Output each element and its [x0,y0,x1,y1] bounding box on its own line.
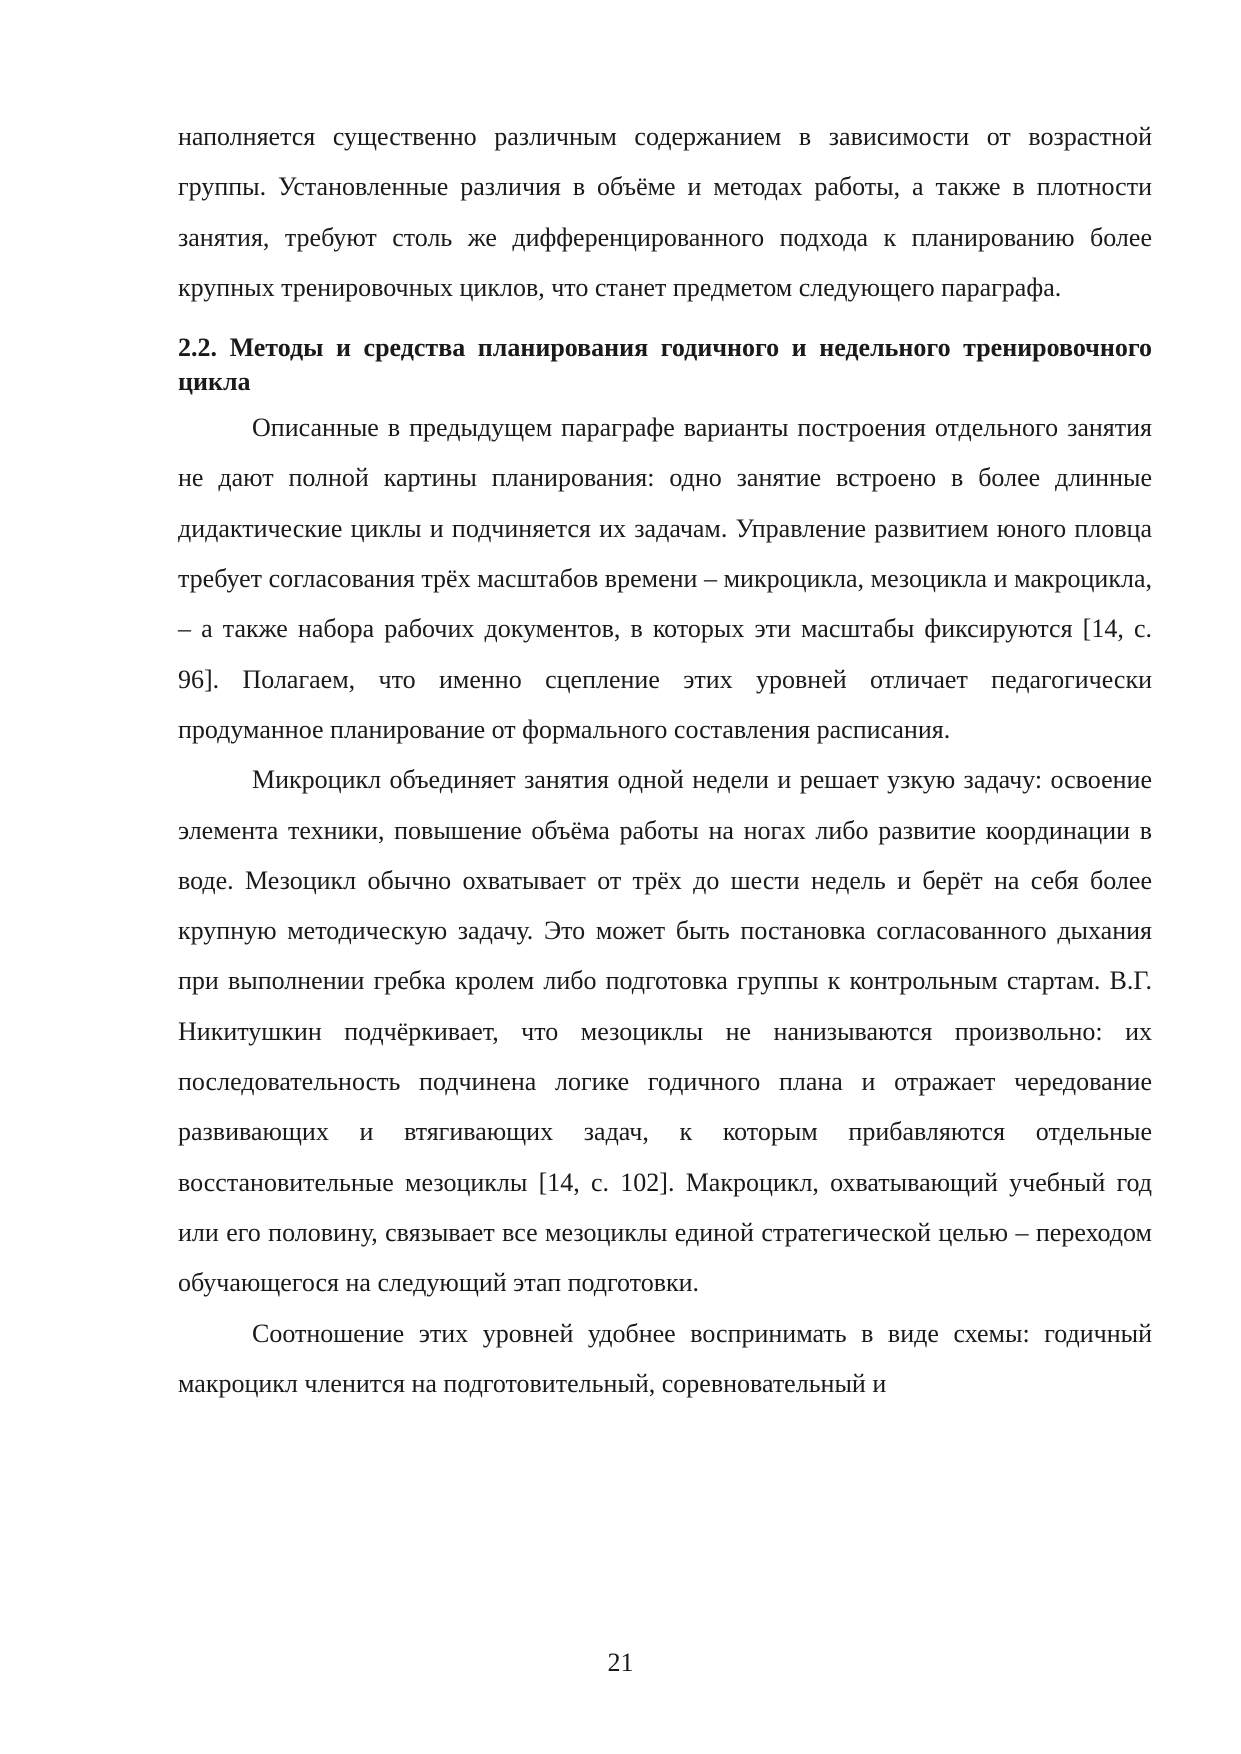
section-heading: 2.2. Методы и средства планирования годичного и недельного тренировочного цикла [178,333,1152,397]
paragraph-scheme-intro: Соотношение этих уровней удобнее воспринимать в виде схемы: годичный макроцикл членится на подготовительный, соревновательный и [178,1318,1152,1398]
paragraph-continuation: наполняется существенно различным содержанием в зависимости от возрастной группы. Установленные различия в объёме и методах работы, а также в плотности занятия, требуют столь же дифференцированного подхода к планированию более крупных тренировочных циклов, что станет предметом следующего параграфа. [178,122,1152,302]
paragraph-planning-overview: Описанные в предыдущем параграфе варианты построения отдельного занятия не дают полной картины планирования: одно занятие встроено в более длинные дидактические циклы и подчиняется их задачам. Управление развитием юного пловца требует согласования трёх масштабов времени – микроцикла, мезоцикла и макроцикла, – а также набора рабочих документов, в которых эти масштабы фиксируются [14, с. 96]. Полагаем, что именно сцепление этих уровней отличает педагогически продуманное планирование от формального составления расписания. [178,413,1152,744]
document-page [178,112,1152,1409]
paragraph-cycles-description: Микроцикл объединяет занятия одной недели и решает узкую задачу: освоение элемента техники, повышение объёма работы на ногах либо развитие координации в воде. Мезоцикл обычно охватывает от трёх до шести недель и берёт на себя более крупную методическую задачу. Это может быть постановка согласованного дыхания при выполнении гребка кролем либо подготовка группы к контрольным стартам. В.Г. Никитушкин подчёркивает, что мезоциклы не нанизываются произвольно: их последовательность подчинена логике годичного плана и отражает чередование развивающих и втягивающих задач, к которым прибавляются отдельные восстановительные мезоциклы [14, с. 102]. Макроцикл, охватывающий учебный год или его половину, связывает все мезоциклы единой стратегической целью – переходом обучающегося на следующий этап подготовки. [178,765,1152,1298]
page-number: 21 [607,1648,634,1677]
